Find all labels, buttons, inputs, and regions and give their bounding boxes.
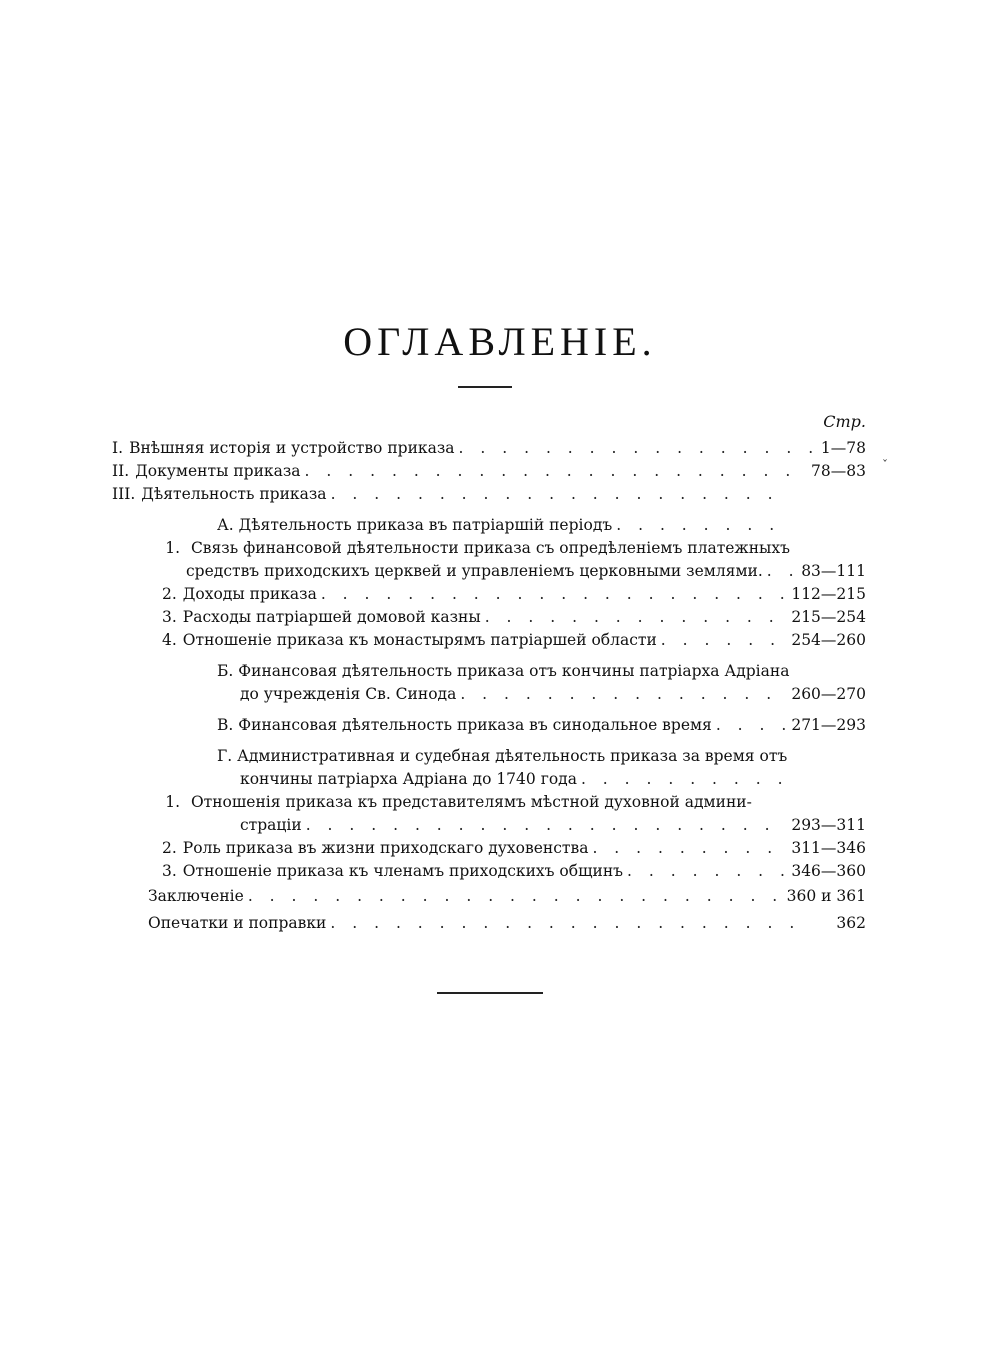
toc-section-a [217, 513, 784, 537]
entry-number: 4. [162, 631, 177, 649]
dot-leader [712, 713, 788, 737]
entry-text: Опечатки и поправки [148, 914, 327, 932]
entry-page: 78—83 [811, 462, 866, 480]
toc-section-v [217, 713, 866, 737]
toc-entry-g1-line2 [240, 813, 866, 837]
entry-page: 271—293 [791, 716, 866, 734]
toc-entry-2 [112, 459, 866, 483]
toc-section-g-line1 [217, 744, 817, 768]
entry-text: страціи [240, 816, 302, 834]
margin-mark: ˇ [882, 458, 888, 472]
toc-entry-a3 [162, 605, 866, 629]
entry-number: III. [112, 485, 136, 503]
entry-number: 1. [165, 539, 180, 557]
toc-entry-1 [112, 436, 866, 460]
dot-leader [657, 628, 788, 652]
entry-text: Г. Административная и судебная дѣятельность приказа за время отъ [217, 747, 788, 765]
dot-leader [763, 559, 797, 583]
page-title: ОГЛАВЛЕНІЕ. [343, 319, 657, 364]
entry-text: Внѣшняя исторія и устройство приказа [129, 439, 455, 457]
toc-section-g-line2 [240, 767, 790, 791]
entry-number: 3. [162, 608, 177, 626]
entry-text: Документы приказа [135, 462, 301, 480]
page-column-header: Стр. [823, 412, 866, 431]
toc-entry-g3 [162, 859, 866, 883]
entry-text: Отношеніе приказа къ монастырямъ патріаршей области [182, 631, 657, 649]
entry-page: 215—254 [791, 608, 866, 626]
entry-number: 2. [162, 839, 177, 857]
dot-leader [623, 859, 787, 883]
entry-number: 2. [162, 585, 177, 603]
toc-errata [148, 911, 866, 935]
dot-leader [301, 459, 808, 483]
toc-entry-g1-line1 [162, 790, 802, 814]
entry-text: Дѣятельность приказа [141, 485, 327, 503]
entry-text: Доходы приказа [182, 585, 317, 603]
entry-text: А. Дѣятельность приказа въ патріаршій періодъ [217, 516, 613, 534]
entry-text: Отношеніе приказа къ членамъ приходскихъ общинъ [182, 862, 624, 880]
entry-text: Расходы патріаршей домовой казны [182, 608, 481, 626]
toc-entry-a1-line1 [162, 536, 792, 560]
dot-leader [302, 813, 788, 837]
entry-page: 362 [836, 914, 866, 932]
dot-leader [456, 682, 787, 706]
dot-leader [612, 513, 784, 537]
toc-entry-3 [112, 482, 784, 506]
entry-page: 260—270 [791, 685, 866, 703]
dot-leader [481, 605, 788, 629]
dot-leader [317, 582, 788, 606]
entry-number: 1. [165, 793, 180, 811]
dot-leader [588, 836, 787, 860]
entry-text: Роль приказа въ жизни приходскаго духовенства [182, 839, 589, 857]
entry-text: кончины патріарха Адріана до 1740 года [240, 770, 577, 788]
entry-text: В. Финансовая дѣятельность приказа въ синодальное время [217, 716, 712, 734]
entry-page: 1—78 [820, 439, 866, 457]
dot-leader [455, 436, 817, 460]
toc-entry-a1-line2 [186, 559, 866, 583]
toc-entry-g2 [162, 836, 866, 860]
entry-page: 83—111 [801, 562, 866, 580]
entry-text: Связь финансовой дѣятельности приказа съ опредѣленіемъ платежныхъ [190, 539, 790, 557]
entry-page: 112—215 [791, 585, 866, 603]
entry-number: I. [112, 439, 124, 457]
dot-leader [326, 911, 796, 935]
dot-leader [327, 482, 784, 506]
entry-text: Заключеніе [148, 887, 244, 905]
toc-section-b-line2 [240, 682, 866, 706]
entry-text: Б. Финансовая дѣятельность приказа отъ кончины патріарха Адріана [217, 662, 790, 680]
toc-entry-a4 [162, 628, 866, 652]
bottom-divider [437, 992, 543, 994]
entry-page: 346—360 [791, 862, 866, 880]
entry-number: II. [112, 462, 130, 480]
entry-text: до учрежденія Св. Синода [240, 685, 457, 703]
entry-text: средствъ приходскихъ церквей и управленіемъ церковными землями. [186, 562, 763, 580]
entry-number: 3. [162, 862, 177, 880]
entry-page: 254—260 [791, 631, 866, 649]
title-divider [458, 386, 512, 388]
dot-leader [577, 767, 790, 791]
entry-page: 311—346 [791, 839, 866, 857]
toc-entry-a2 [162, 582, 866, 606]
toc-conclusion [148, 884, 866, 908]
dot-leader [244, 884, 783, 908]
toc-section-b-line1 [217, 659, 817, 683]
entry-text: Отношенія приказа къ представителямъ мѣстной духовной админи- [190, 793, 752, 811]
entry-page: 360 и 361 [786, 887, 866, 905]
entry-page: 293—311 [791, 816, 866, 834]
